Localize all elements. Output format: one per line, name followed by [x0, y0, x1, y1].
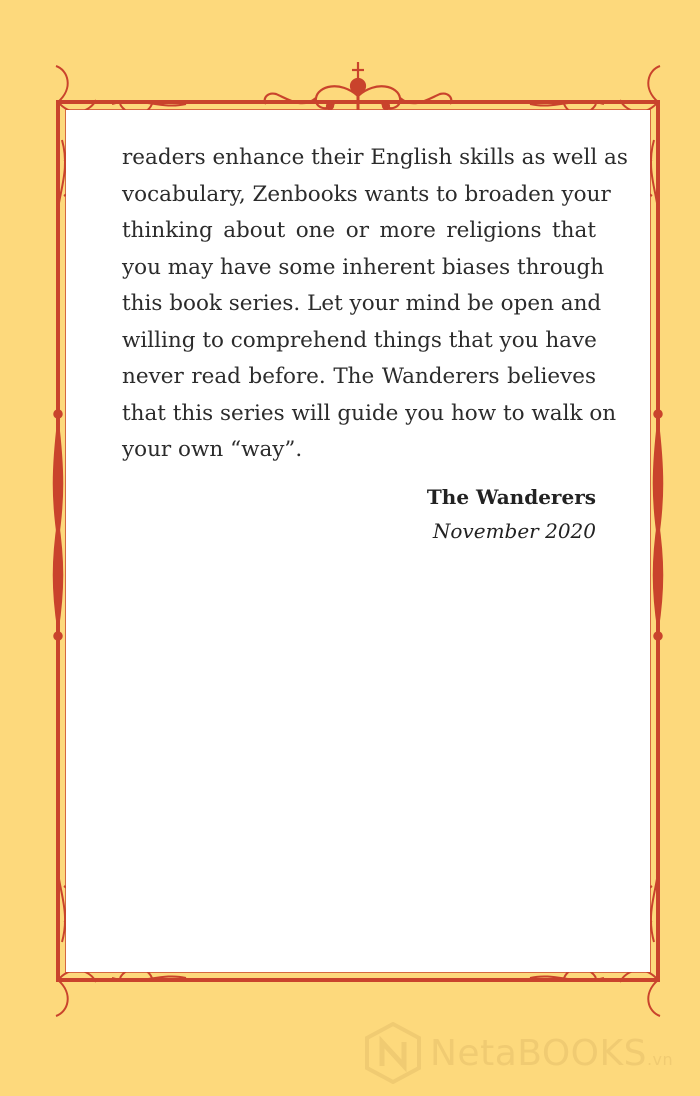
body-line: your own “way”. — [122, 437, 303, 462]
body-paragraph — [122, 140, 628, 469]
body-line: this book series. Let your mind be open and — [122, 291, 602, 316]
body-line: willing to comprehend things that you have — [122, 327, 597, 353]
body-line: readers enhance their English skills as well as — [122, 145, 628, 170]
watermark-text: NetaBOOKS.vn — [430, 1032, 674, 1074]
body-line: you may have some inherent biases through — [122, 254, 605, 280]
signature-author: The Wanderers — [426, 485, 596, 509]
body-line: that this series will guide you how to walk on — [122, 400, 617, 426]
netabooks-watermark — [364, 1020, 684, 1086]
signature-block — [427, 480, 596, 548]
body-line: thinking about one or more religions that — [122, 218, 596, 243]
body-line: never read before. The Wanderers believes — [122, 364, 596, 389]
netabooks-logo-icon — [364, 1022, 422, 1084]
body-line: vocabulary, Zenbooks wants to broaden your — [122, 181, 611, 207]
side-ornament-left — [54, 410, 63, 640]
side-ornament-right — [654, 410, 663, 640]
signature-date: November 2020 — [432, 519, 596, 543]
